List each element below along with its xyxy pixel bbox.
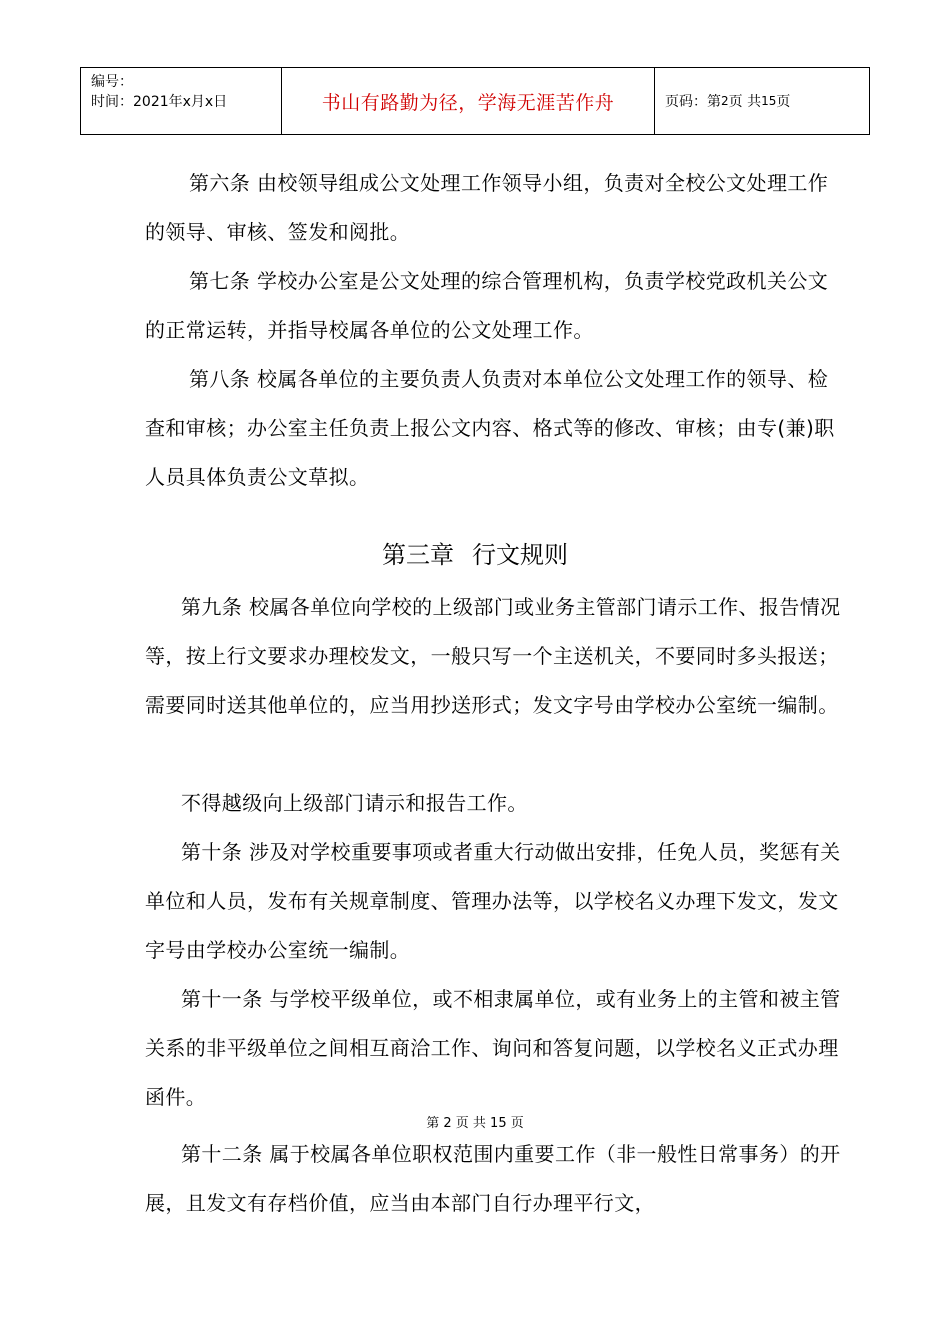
- page-mid: 页 共: [728, 94, 762, 110]
- header-meta: [81, 68, 282, 134]
- paragraph-article-6: 第六条 由校领导组成公文处理工作领导小组，负责对全校公文处理工作的领导、审核、签发和阅批。: [145, 171, 829, 244]
- page-label: 页码：第: [665, 94, 721, 110]
- header-page-number: [655, 68, 869, 134]
- time-label: 时间：2021年x月x日: [91, 94, 228, 110]
- chapter-title: 行文规则: [472, 541, 568, 569]
- page-footer: 第 2 页 共 15 页: [426, 1116, 524, 1131]
- header-motto: 书山有路勤为径，学海无涯苦作舟: [282, 68, 655, 134]
- paragraph-article-11: 第十一条 与学校平级单位，或不相隶属单位，或有业务上的主管和被主管关系的非平级单位之间相互商洽工作、询问和答复问题，以学校名义正式办理函件。: [145, 987, 841, 1109]
- paragraph-article-7: 第七条 学校办公室是公文处理的综合管理机构，负责学校党政机关公文的正常运转，并指导校属各单位的公文处理工作。: [145, 269, 829, 342]
- paragraph-article-10: 第十条 涉及对学校重要事项或者重大行动做出安排，任免人员，奖惩有关单位和人员，发布有关规章制度、管理办法等，以学校名义办理下发文，发文字号由学校办公室统一编制。: [145, 840, 841, 962]
- paragraph-article-8: 第八条 校属各单位的主要负责人负责对本单位公文处理工作的领导、检查和审核；办公室主任负责上报公文内容、格式等的修改、审核；由专(兼)职人员具体负责公文草拟。: [145, 367, 835, 489]
- number-label: 编号：: [91, 74, 133, 90]
- document-header: [80, 67, 870, 135]
- page-total: 15: [761, 94, 777, 108]
- paragraph-no-skip-level: 不得越级向上级部门请示和报告工作。: [181, 791, 528, 815]
- paragraph-article-9: 第九条 校属各单位向学校的上级部门或业务主管部门请示工作、报告情况等，按上行文要求办理校发文，一般只写一个主送机关，不要同时多头报送；需要同时送其他单位的，应当用抄送形式；发文字号由学校办公室统一编制。: [145, 595, 841, 717]
- chapter-heading: [0, 532, 950, 578]
- chapter-number: 第三章: [382, 541, 454, 569]
- paragraph-article-12: 第十二条 属于校属各单位职权范围内重要工作（非一般性日常事务）的开展，且发文有存档价值，应当由本部门自行办理平行文，: [145, 1142, 841, 1215]
- page-current: 2: [721, 94, 729, 108]
- page-end: 页: [776, 94, 791, 110]
